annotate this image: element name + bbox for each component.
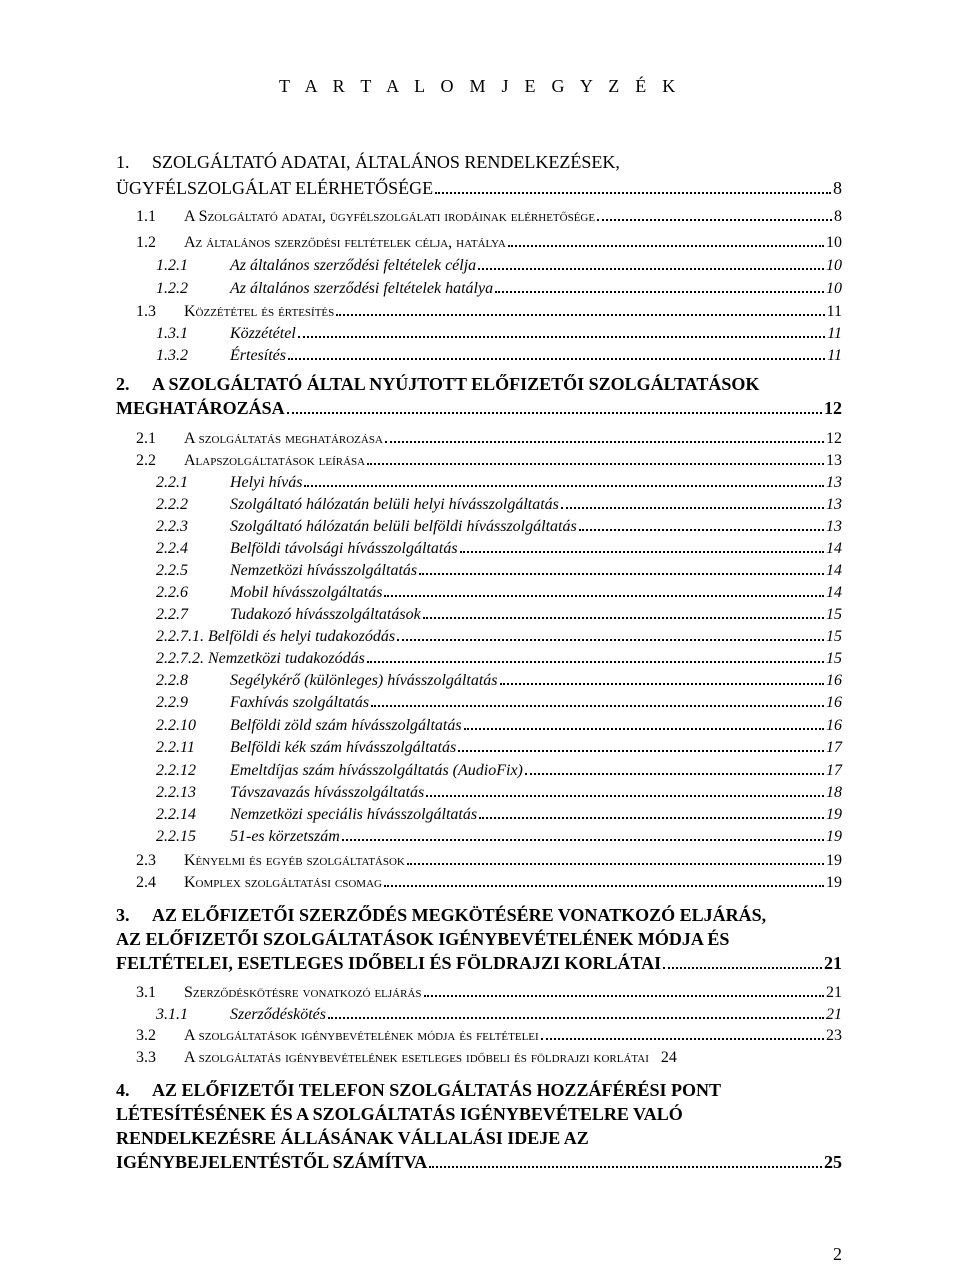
toc-page-number: 10 (826, 257, 842, 274)
toc-chapter-line (116, 1128, 589, 1149)
toc-dot-leader (423, 617, 824, 619)
toc-page-number: 17 (826, 739, 842, 756)
toc-dot-leader (397, 639, 824, 641)
toc-entry-number: 3.2 (136, 1027, 156, 1044)
toc-entry (156, 694, 842, 712)
toc-page-number: 21 (826, 1006, 842, 1023)
toc-dot-leader (407, 863, 824, 865)
toc-entry (156, 347, 842, 365)
toc-entry-number: 2.3 (136, 852, 156, 869)
toc-page-number: 19 (826, 874, 842, 891)
toc-entry-number: 2.2.7.2. (156, 650, 204, 667)
toc-entry-number: 2.1 (136, 430, 156, 447)
toc-entry-number: 2.2.2 (156, 496, 188, 513)
toc-entry-title: Belföldi kék szám hívásszolgáltatás (230, 739, 457, 756)
toc-entry (156, 474, 842, 492)
toc-chapter-title: AZ ELŐFIZETŐI SZOLGÁLTATÁSOK IGÉNYBEVÉTELÉNEK MÓDJA ÉS (116, 929, 730, 949)
toc-entry-title: A Szolgáltató adatai, ügyfélszolgálati irodáinak elérhetősége (184, 208, 596, 225)
toc-entry-title: Szolgáltató hálózatán belüli belföldi hívásszolgáltatás (230, 518, 577, 535)
toc-chapter-number: 4. (116, 1080, 130, 1100)
toc-entry-title: 51-es körzetszám (230, 828, 340, 845)
toc-entry-title: Belföldi zöld szám hívásszolgáltatás (230, 717, 462, 734)
toc-page-number: 13 (826, 452, 842, 469)
toc-chapter-title: AZ ELŐFIZETŐI TELEFON SZOLGÁLTATÁS HOZZÁFÉRÉSI PONT (152, 1080, 721, 1100)
toc-page-number: 16 (826, 672, 842, 689)
toc-dot-leader (426, 795, 824, 797)
toc-dot-leader (424, 995, 824, 997)
toc-entry (156, 257, 842, 275)
toc-chapter-line (116, 1152, 842, 1173)
toc-entry-title: Az általános szerződési feltételek hatálya (230, 280, 494, 297)
toc-chapter-title: MEGHATÁROZÁSA (116, 398, 285, 418)
toc-entry (156, 739, 842, 757)
toc-page-number: 11 (827, 347, 842, 364)
toc-dot-leader (336, 314, 824, 316)
toc-chapter-line (116, 178, 842, 199)
toc-page-number: 24 (660, 1049, 677, 1066)
toc-dot-leader (288, 358, 825, 360)
toc-entry-number: 3.3 (136, 1049, 156, 1066)
toc-chapter-line (116, 1104, 683, 1125)
page-number: 2 (833, 1244, 842, 1264)
toc-page-number: 16 (826, 694, 842, 711)
toc-dot-leader (508, 245, 824, 247)
toc-chapter-line (116, 953, 842, 974)
toc-page-number: 21 (824, 953, 842, 973)
toc-entry-title: Mobil hívásszolgáltatás (230, 584, 383, 601)
toc-entry (136, 430, 842, 448)
toc-chapter-title: IGÉNYBEJELENTÉSTŐL SZÁMÍTVA (116, 1152, 428, 1172)
toc-page-number: 12 (824, 398, 842, 418)
toc-entry-title: Helyi hívás (230, 474, 303, 491)
toc-entry-title: Kényelmi és egyéb szolgáltatások (184, 852, 405, 869)
toc-entry (136, 984, 842, 1002)
toc-entry (136, 303, 842, 321)
toc-entry-number: 2.2.4 (156, 540, 188, 557)
toc-page-number: 21 (826, 984, 842, 1001)
toc-dot-leader (525, 773, 824, 775)
toc-page-number: 14 (826, 584, 842, 601)
toc-dot-leader (328, 1017, 824, 1019)
toc-entry (156, 628, 842, 646)
toc-entry-number: 2.2.14 (156, 806, 196, 823)
toc-entry-number: 2.2.5 (156, 562, 188, 579)
toc-chapter-title: RENDELKEZÉSRE ÁLLÁSÁNAK VÁLLALÁSI IDEJE AZ (116, 1128, 589, 1148)
toc-entry (156, 672, 842, 690)
toc-entry (156, 540, 842, 558)
toc-entry-number: 3.1.1 (156, 1006, 188, 1023)
toc-dot-leader (663, 967, 822, 969)
toc-dot-leader (367, 661, 824, 663)
toc-entry-number: 3.1 (136, 984, 156, 1001)
toc-entry-number: 2.2.6 (156, 584, 188, 601)
toc-entry (156, 584, 842, 602)
toc-entry-title: Faxhívás szolgáltatás (230, 694, 370, 711)
toc-entry-number: 2.2 (136, 452, 156, 469)
toc-page-number: 15 (826, 650, 842, 667)
toc-entry (156, 496, 842, 514)
toc-chapter-line (116, 929, 729, 950)
toc-page-number: 14 (826, 540, 842, 557)
toc-entry-number: 2.2.15 (156, 828, 196, 845)
toc-dot-leader (287, 412, 822, 414)
toc-entry-number: 2.2.9 (156, 694, 188, 711)
toc-entry (156, 650, 842, 668)
toc-entry-title: Szerződéskötés (230, 1006, 326, 1023)
toc-entry-number: 2.2.11 (156, 739, 195, 756)
toc-page-number: 11 (827, 325, 842, 342)
toc-entry-title: Távszavazás hívásszolgáltatás (230, 784, 425, 801)
toc-entry-title: Komplex szolgáltatási csomag (184, 874, 382, 891)
toc-page-number: 8 (833, 178, 842, 198)
toc-entry-number: 1.3.1 (156, 325, 188, 342)
toc-page-number: 13 (826, 496, 842, 513)
toc-chapter-title: SZOLGÁLTATÓ ADATAI, ÁLTALÁNOS RENDELKEZÉSEK, (152, 152, 620, 172)
toc-chapter-number: 2. (116, 374, 130, 394)
toc-page-number: 12 (826, 430, 842, 447)
toc-entry (156, 606, 842, 624)
toc-entry-title: Szolgáltató hálózatán belüli helyi hívásszolgáltatás (230, 496, 559, 513)
toc-entry-title: Nemzetközi hívásszolgáltatás (230, 562, 418, 579)
toc-entry (156, 717, 842, 735)
toc-entry-number: 1.3 (136, 303, 156, 320)
toc-entry-title: Közzététel (230, 325, 296, 342)
toc-entry-number: 2.2.10 (156, 717, 196, 734)
toc-entry (156, 806, 842, 824)
toc-entry-title: Belföldi és helyi tudakozódás (208, 628, 396, 645)
toc-entry-number: 1.3.2 (156, 347, 188, 364)
toc-entry-title: Az általános szerződési feltételek célja, hatálya (184, 234, 506, 251)
toc-entry (136, 874, 842, 892)
toc-chapter-title: LÉTESÍTÉSÉNEK ÉS A SZOLGÁLTATÁS IGÉNYBEVÉTELRE VALÓ (116, 1104, 683, 1124)
toc-page-number: 10 (826, 234, 842, 251)
toc-entry-number: 1.2.2 (156, 280, 188, 297)
toc-dot-leader (298, 336, 825, 338)
toc-entry (156, 562, 842, 580)
toc-page-number: 23 (826, 1027, 842, 1044)
toc-entry-title: Nemzetközi speciális hívásszolgáltatás (230, 806, 478, 823)
toc-entry-title: Szerződéskötésre vonatkozó eljárás (184, 984, 422, 1001)
toc-entry-title: Nemzetközi tudakozódás (208, 650, 365, 667)
toc-dot-leader (579, 529, 824, 531)
toc-chapter-title: FELTÉTELEI, ESETLEGES IDŐBELI ÉS FÖLDRAJZI KORLÁTAI (116, 953, 662, 973)
toc-entry-number: 2.2.8 (156, 672, 188, 689)
toc-entry (136, 234, 842, 252)
toc-entry-title: Segélykérő (különleges) hívásszolgáltatás (230, 672, 498, 689)
toc-entry (156, 762, 842, 780)
toc-entry-number: 2.4 (136, 874, 156, 891)
toc-entry (156, 828, 842, 846)
toc-entry (136, 1027, 842, 1045)
toc-page-number: 19 (826, 852, 842, 869)
toc-entry-title: A szolgáltatások igénybevételének módja és feltételei (184, 1027, 539, 1044)
toc-page-number: 11 (826, 303, 842, 320)
toc-entry-number: 1.2 (136, 234, 156, 251)
toc-dot-leader (479, 817, 824, 819)
toc-page-number: 15 (826, 606, 842, 623)
toc-entry-title: Emeltdíjas szám hívásszolgáltatás (AudioFix) (230, 762, 523, 779)
toc-page-number: 10 (826, 280, 842, 297)
toc-entry (136, 208, 842, 226)
toc-entry (156, 325, 842, 343)
toc-chapter-title: ÜGYFÉLSZOLGÁLAT ELÉRHETŐSÉGE (116, 178, 434, 198)
toc-chapter-title: A SZOLGÁLTATÓ ÁLTAL NYÚJTOTT ELŐFIZETŐI SZOLGÁLTATÁSOK (152, 374, 760, 394)
toc-dot-leader (500, 683, 825, 685)
toc-chapter-line (116, 152, 620, 173)
toc-page-number: 13 (826, 518, 842, 535)
toc-page-number: 19 (826, 806, 842, 823)
toc-dot-leader (435, 192, 831, 194)
toc-dot-leader (460, 551, 824, 553)
toc-dot-leader (458, 750, 824, 752)
toc-dot-leader (541, 1038, 824, 1040)
toc-entry-number: 2.2.3 (156, 518, 188, 535)
toc-entry-title: Értesítés (230, 347, 286, 364)
toc-page-number: 19 (826, 828, 842, 845)
toc-entry-number: 2.2.7 (156, 606, 188, 623)
toc-entry-title: A szolgáltatás meghatározása (184, 430, 383, 447)
toc-dot-leader (342, 839, 824, 841)
toc-entry (136, 452, 842, 470)
toc-entry (156, 784, 842, 802)
toc-page-number: 15 (826, 628, 842, 645)
toc-entry (156, 280, 842, 298)
toc-entry-title: Közzététel és értesítés (184, 303, 335, 320)
toc-dot-leader (419, 573, 824, 575)
toc-dot-leader (478, 268, 824, 270)
toc-dot-leader (429, 1166, 822, 1168)
toc-dot-leader (371, 705, 824, 707)
toc-chapter-line (116, 1080, 721, 1101)
toc-entry-number: 2.2.7.1. (156, 628, 204, 645)
toc-entry-title: Belföldi távolsági hívásszolgáltatás (230, 540, 458, 557)
toc-dot-leader (304, 485, 824, 487)
toc-entry-title: Az általános szerződési feltételek célja (230, 257, 477, 274)
toc-dot-leader (464, 728, 824, 730)
toc-chapter-line (116, 398, 842, 419)
toc-dot-leader (561, 507, 824, 509)
toc-entry (136, 1049, 844, 1067)
toc-page-number: 13 (826, 474, 842, 491)
toc-entry-number: 1.1 (136, 208, 156, 225)
toc-dot-leader (597, 219, 832, 221)
toc-page-number: 14 (826, 562, 842, 579)
toc-entry-number: 2.2.1 (156, 474, 188, 491)
toc-entry-number: 1.2.1 (156, 257, 188, 274)
toc-chapter-title: AZ ELŐFIZETŐI SZERZŐDÉS MEGKÖTÉSÉRE VONATKOZÓ ELJÁRÁS, (152, 905, 767, 925)
toc-entry-title: A szolgáltatás igénybevételének esetleges időbeli és földrajzi korlátai (184, 1049, 649, 1066)
toc-page-number: 8 (834, 208, 842, 225)
toc-dot-leader (384, 595, 824, 597)
toc-entry (156, 1006, 842, 1024)
toc-entry-number: 2.2.12 (156, 762, 196, 779)
toc-dot-leader (495, 291, 824, 293)
toc-chapter-line (116, 374, 759, 395)
toc-page-number: 25 (824, 1152, 842, 1172)
toc-chapter-number: 1. (116, 152, 130, 172)
toc-dot-leader (367, 463, 824, 465)
toc-chapter-number: 3. (116, 905, 130, 925)
toc-page-number: 18 (826, 784, 842, 801)
toc-entry-title: Alapszolgáltatások leírása (184, 452, 366, 469)
toc-page-number: 17 (826, 762, 842, 779)
toc-dot-leader (384, 885, 824, 887)
toc-entry-title: Tudakozó hívásszolgáltatások (230, 606, 421, 623)
toc-dot-leader (385, 441, 824, 443)
toc-chapter-line (116, 905, 766, 926)
toc-entry-number: 2.2.13 (156, 784, 196, 801)
toc-entry (136, 852, 842, 870)
toc-title: T A R T A L O M J E G Y Z É K (278, 76, 682, 96)
toc-entry (156, 518, 842, 536)
toc-page-number: 16 (826, 717, 842, 734)
